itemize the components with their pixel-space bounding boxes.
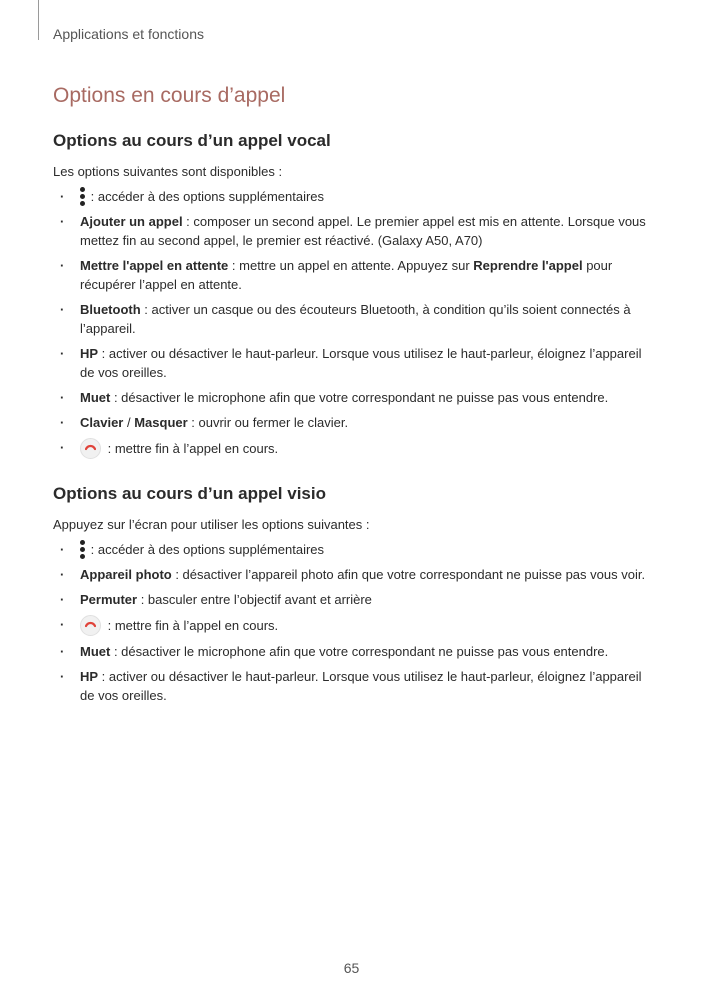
list-item: · Muet : désactiver le microphone afin que votre correspondant ne puisse pas vous entendre. (53, 642, 653, 661)
list-item: · Muet : désactiver le microphone afin que votre correspondant ne puisse pas vous entendre. (53, 388, 653, 407)
list-item: · Appareil photo : désactiver l’appareil photo afin que votre correspondant ne puisse pas vous voir. (53, 565, 653, 584)
list-item: · HP : activer ou désactiver le haut-parleur. Lorsque vous utilisez le haut-parleur, éloignez l’appareil de vos oreilles. (53, 344, 653, 382)
video-call-section (53, 484, 653, 711)
voice-call-intro: Les options suivantes sont disponibles : (53, 164, 283, 179)
list-item: · HP : activer ou désactiver le haut-parleur. Lorsque vous utilisez le haut-parleur, éloignez l’appareil de vos oreilles. (53, 667, 653, 705)
list-item: · : mettre fin à l’appel en cours. (53, 438, 653, 459)
list-item: · Permuter : basculer entre l’objectif avant et arrière (53, 590, 653, 609)
list-item: · Clavier / Masquer : ouvrir ou fermer le clavier. (53, 413, 653, 432)
list-item: · : mettre fin à l’appel en cours. (53, 615, 653, 636)
list-item: · : accéder à des options supplémentaires (53, 187, 653, 206)
video-call-heading: Options au cours d’un appel visio (53, 484, 326, 503)
voice-call-options-list (53, 187, 653, 459)
page-title: Options en cours d’appel (53, 84, 286, 107)
more-options-icon (80, 540, 85, 559)
list-item: · Bluetooth : activer un casque ou des écouteurs Bluetooth, à condition qu’ils soient connectés à l’appareil. (53, 300, 653, 338)
list-item: · Ajouter un appel : composer un second appel. Le premier appel est mis en attente. Lorsque vous mettez fin au second appel, le premier est réactivé. (Galaxy A50, A70) (53, 212, 653, 250)
more-options-icon (80, 187, 85, 206)
end-call-icon (80, 438, 101, 459)
video-call-intro: Appuyez sur l’écran pour utiliser les options suivantes : (53, 517, 370, 532)
header-divider (38, 0, 39, 40)
page-number: 65 (343, 960, 360, 976)
video-call-options-list (53, 540, 653, 705)
list-item: · : accéder à des options supplémentaires (53, 540, 653, 559)
header-section-title: Applications et fonctions (53, 26, 204, 42)
voice-call-section (53, 131, 653, 465)
list-item: · Mettre l'appel en attente : mettre un appel en attente. Appuyez sur Reprendre l'appel pour récupérer l’appel en attente. (53, 256, 653, 294)
end-call-icon (80, 615, 101, 636)
voice-call-heading: Options au cours d’un appel vocal (53, 131, 331, 150)
